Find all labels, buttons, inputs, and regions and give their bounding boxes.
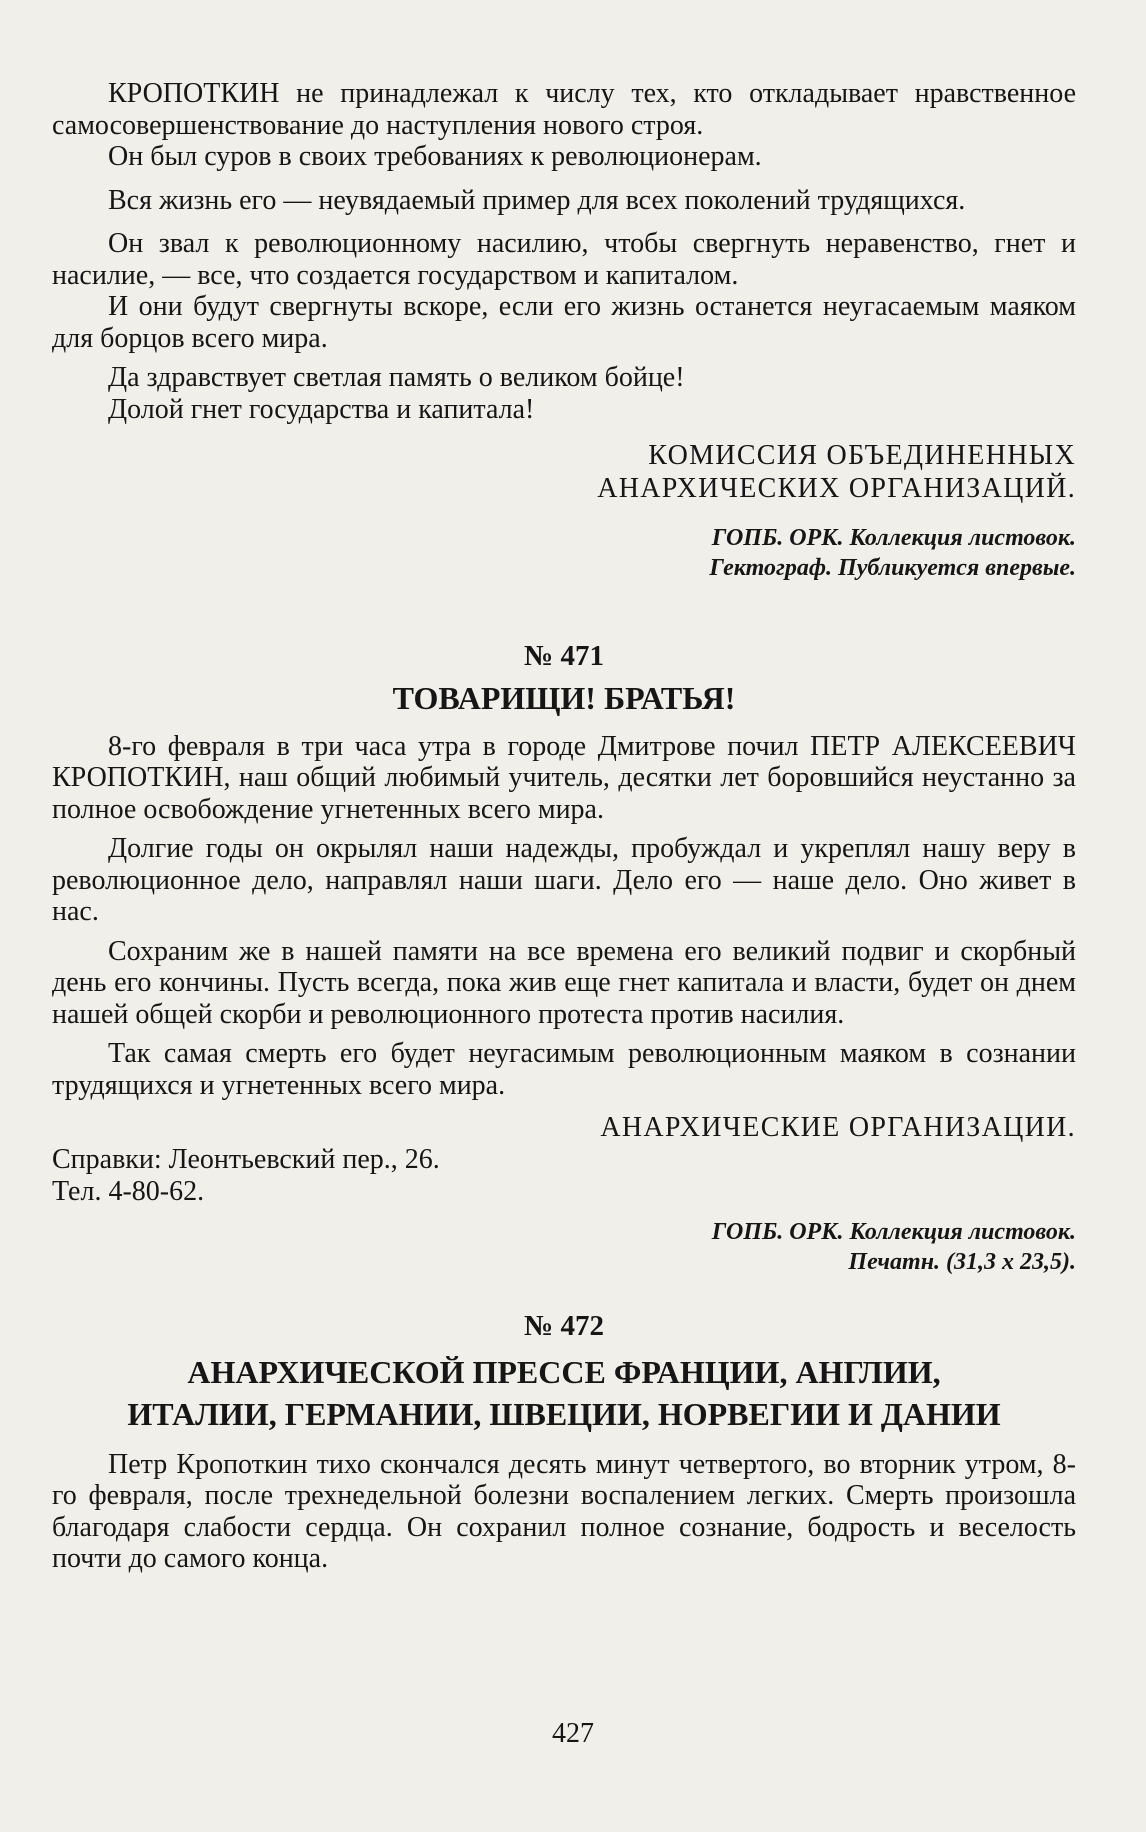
source-line: ГОПБ. ОРК. Коллекция листовок. <box>711 525 1076 551</box>
contacts <box>52 1144 1076 1207</box>
paragraph: Сохраним же в нашей памяти на все времена его великий подвиг и скорбный день его кончины. Пусть всегда, пока жив еще гнет капитала и власти, будет он днем нашей общей скорби и революционного протеста против насилия. <box>52 935 1076 1030</box>
document-470 <box>52 78 1076 583</box>
title-line: АНАРХИЧЕСКОЙ ПРЕССЕ ФРАНЦИИ, АНГЛИИ, <box>187 1353 941 1390</box>
archival-source <box>52 523 1076 583</box>
paragraph: Долгие годы он окрылял наши надежды, пробуждал и укреплял нашу веру в революционное дело, направлял наши шаги. Дело его — наше дело. Оно живет в нас. <box>52 833 1076 927</box>
page-body <box>52 78 1076 1575</box>
title-line: ИТАЛИИ, ГЕРМАНИИ, ШВЕЦИИ, НОРВЕГИИ И ДАНИИ <box>127 1395 1001 1432</box>
archival-source <box>52 1217 1076 1277</box>
contact-line: Справки: Леонтьевский пер., 26. <box>52 1144 440 1175</box>
document-471 <box>52 641 1076 1277</box>
source-line: Гектограф. Публикуется впервые. <box>709 555 1076 581</box>
document-472 <box>52 1311 1076 1575</box>
paragraph: 8-го февраля в три часа утра в городе Дмитрове почил ПЕТР АЛЕКСЕЕВИЧ КРОПОТКИН, наш общий любимый учитель, десятки лет боровшийся неустанно за полное освобождение угнетенных всего мира. <box>52 730 1076 825</box>
contact-line: Тел. 4-80-62. <box>52 1175 205 1207</box>
source-line: Печатн. (31,3 х 23,5). <box>848 1249 1076 1275</box>
document-title <box>52 1351 1076 1435</box>
signature: АНАРХИЧЕСКИЕ ОРГАНИЗАЦИИ. <box>600 1112 1076 1143</box>
document-title: ТОВАРИЩИ! БРАТЬЯ! <box>392 679 736 716</box>
signature <box>52 439 1076 505</box>
paragraph: Вся жизнь его — неувядаемый пример для всех поколений трудящихся. <box>108 184 966 216</box>
signature-line: АНАРХИЧЕСКИХ ОРГАНИЗАЦИЙ. <box>597 473 1076 504</box>
paragraph: Он был суров в своих требованиях к революционерам. <box>108 141 762 172</box>
document-number: № 471 <box>524 640 604 672</box>
paragraph: Он звал к революционному насилию, чтобы свергнуть неравенство, гнет и насилие, — все, что создается государством и капиталом. <box>52 228 1076 291</box>
paragraph: Долой гнет государства и капитала! <box>108 393 535 425</box>
paragraph: И они будут свергнуты вскоре, если его жизнь останется неугасаемым маяком для борцов всего мира. <box>52 291 1076 354</box>
paragraph: Так самая смерть его будет неугасимым революционным маяком в сознании трудящихся и угнетенных всего мира. <box>52 1038 1076 1101</box>
paragraph: КРОПОТКИН не принадлежал к числу тех, кто откладывает нравственное самосовершенствование до наступления нового строя. <box>52 78 1076 141</box>
source-line: ГОПБ. ОРК. Коллекция листовок. <box>711 1219 1076 1245</box>
document-number: № 472 <box>524 1310 604 1342</box>
page-number: 427 <box>552 1718 594 1749</box>
signature-line: КОМИССИЯ ОБЪЕДИНЕННЫХ <box>648 440 1076 471</box>
paragraph: Петр Кропоткин тихо скончался десять минут четвертого, во вторник утром, 8-го февраля, после трехнедельной болезни воспалением легких. Смерть произошла благодаря слабости сердца. Он сохранил полное сознание, бодрость и веселость почти до самого конца. <box>52 1448 1076 1574</box>
paragraph: Да здравствует светлая память о великом бойце! <box>108 362 685 393</box>
